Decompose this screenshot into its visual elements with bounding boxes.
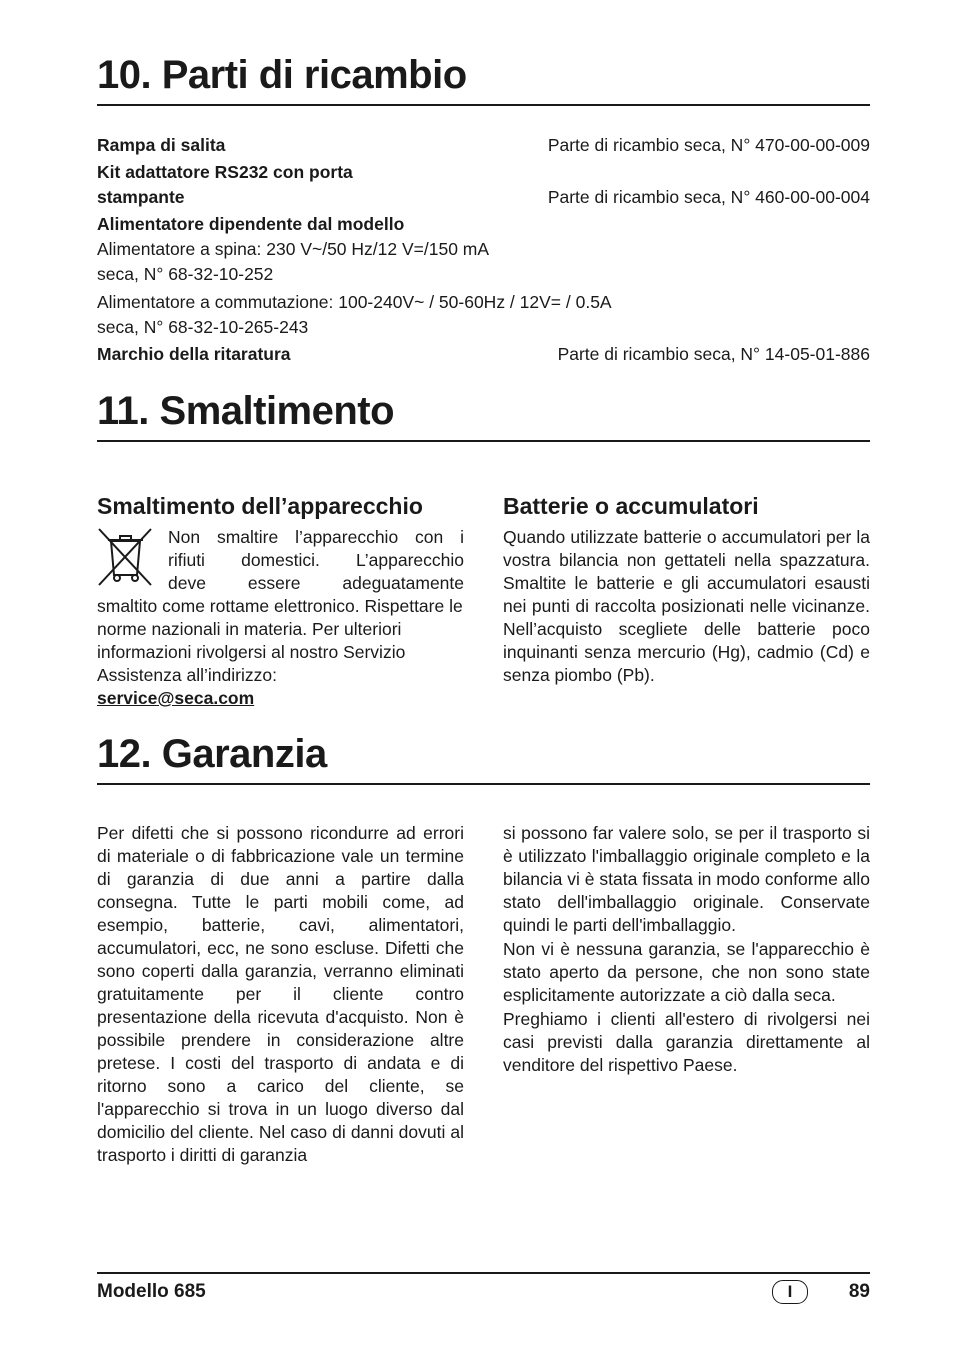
warranty-text: Non vi è nessuna garanzia, se l'apparecchio è stato aperto da persone, che non sono state esplicitamente autorizzate a ciò dalla seca. xyxy=(503,939,870,1005)
psu-switching-number: seca, N° 68-32-10-265-243 xyxy=(97,317,309,337)
disposal-device-intro xyxy=(168,526,464,595)
section-11-title: 11. Smaltimento xyxy=(97,388,870,442)
psu-heading: Alimentatore dipendente dal modello xyxy=(97,214,405,234)
spare-part-label: stampante xyxy=(97,187,185,207)
intro-line: deve essere adeguatamente xyxy=(168,573,464,593)
psu-switching-spec: Alimentatore a commutazione: 100-240V~ / 50-60Hz / 12V= / 0.5A xyxy=(97,292,612,312)
spare-part-label: Marchio della ritaratura xyxy=(97,344,291,364)
psu-plug-spec: Alimentatore a spina: 230 V~/50 Hz/12 V=/150 mA xyxy=(97,239,490,259)
batteries-text xyxy=(503,526,870,687)
psu-plug-number: seca, N° 68-32-10-252 xyxy=(97,264,274,284)
disposal-device-body: smaltito come rottame elettronico. Rispettare le norme nazionali in materia. Per ulteriori informazioni rivolgersi al nostro Servizio Assistenza all’indirizzo: xyxy=(97,596,463,685)
batteries-heading: Batterie o accumulatori xyxy=(503,493,759,519)
page-number: 89 xyxy=(848,1281,870,1302)
service-email-link[interactable]: service@seca.com xyxy=(97,688,255,708)
spare-part-number: Parte di ricambio seca, N° 470-00-00-009 xyxy=(547,135,870,155)
warranty-text: si possono far valere solo, se per il trasporto si è utilizzato l'imballaggio originale completo e la bilancia vi è stata fissata in modo conforme allo stato dell'imballaggio originale. Conservate quindi le parti dell'imballaggio. xyxy=(503,823,870,935)
warranty-text: Preghiamo i clienti all'estero di rivolgersi nei casi previsti dalla garanzia direttamente al venditore del rispettivo Paese. xyxy=(503,1009,870,1075)
spare-part-number: Parte di ricambio seca, N° 460-00-00-004 xyxy=(547,187,870,207)
footer-model: Modello 685 xyxy=(97,1281,206,1302)
disposal-device-heading: Smaltimento dell’apparecchio xyxy=(97,493,423,519)
spare-part-row xyxy=(97,160,870,212)
spare-part-label: Kit adattatore RS232 con porta xyxy=(97,162,353,182)
section-12-title: 12. Garanzia xyxy=(97,731,870,785)
language-badge: I xyxy=(772,1280,808,1304)
warranty-right-column xyxy=(503,822,870,1077)
crossed-bin-icon xyxy=(97,527,153,589)
intro-line: rifiuti domestici. L’apparecchio xyxy=(168,550,464,570)
footer-divider xyxy=(97,1272,870,1274)
spare-part-label: Rampa di salita xyxy=(97,135,226,155)
section-10-title: 10. Parti di ricambio xyxy=(97,52,870,106)
intro-line: Non smaltire l’apparecchio con i xyxy=(168,527,464,547)
batteries-body: Quando utilizzate batterie o accumulatori per la vostra bilancia non gettateli nella spazzatura. Smaltite le batterie e gli accumulatori esausti nei punti di raccolta posizionati nelle vicinanze. Nell’acquisto scegliete delle batterie poco inquinanti senza mercurio (Hg), cadmio (Cd) e senza piombo (Pb). xyxy=(503,527,870,685)
warranty-text: Per difetti che si possono ricondurre ad errori di materiale o di fabbricazione vale un termine di garanzia di due anni a partire dalla consegna. Tutte le parti mobili come, ad esempio, batterie, cavi, alimentatori, accumulatori, ecc, ne sono escluse. Difetti che sono coperti dalla garanzia, verranno eliminati gratuitamente per il cliente contro presentazione della ricevuta d'acquisto. Non è possibile prendere in considerazione altre pretese. I costi del trasporto di andata e di ritorno sono a carico del cliente, se l'apparecchio si trova in un luogo diverso dal domicilio del cliente. Nel caso di danni dovuti al trasporto i diritti di garanzia xyxy=(97,823,464,1165)
spare-part-number: Parte di ricambio seca, N° 14-05-01-886 xyxy=(557,344,870,364)
disposal-device-text xyxy=(97,595,464,710)
warranty-left-column xyxy=(97,822,464,1167)
